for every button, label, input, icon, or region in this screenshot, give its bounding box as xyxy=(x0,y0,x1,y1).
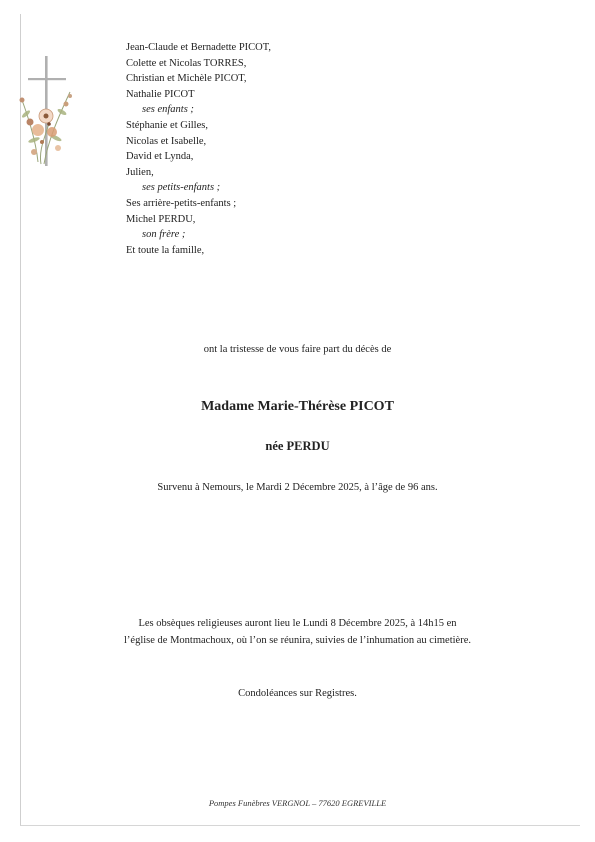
family-role-children: ses enfants ; xyxy=(142,104,194,116)
family-role-grandchildren: ses petits-enfants ; xyxy=(142,182,221,194)
deceased-name: Madame Marie-Thérèse PICOT xyxy=(201,399,394,414)
family-line-8: Julien, xyxy=(126,166,154,178)
announcement-text: ont la tristesse de vous faire part du décès de xyxy=(203,344,392,355)
funeral-home-footer: Pompes Funèbres VERGNOL – 77620 EGREVILLE xyxy=(208,798,387,808)
family-line-11: Michel PERDU, xyxy=(126,213,196,225)
funeral-line-2: l’église de Montmachoux, où l’on se réunira, suivies de l’inhumation au cimetière. xyxy=(124,635,471,646)
family-role-brother: son frère ; xyxy=(142,229,186,241)
cross-with-flowers-icon xyxy=(8,52,88,202)
funeral-line-1: Les obsèques religieuses auront lieu le Lundi 8 Décembre 2025, à 14h15 en xyxy=(138,618,457,629)
family-line-10: Ses arrière-petits-enfants ; xyxy=(126,197,237,209)
family-line-13: Et toute la famille, xyxy=(126,244,205,256)
family-line-5: Stéphanie et Gilles, xyxy=(126,119,208,131)
page-border xyxy=(20,14,580,826)
family-line-0: Jean-Claude et Bernadette PICOT, xyxy=(126,42,272,53)
death-details: Survenu à Nemours, le Mardi 2 Décembre 2025, à l’âge de 96 ans. xyxy=(157,482,438,493)
family-list xyxy=(126,40,271,258)
maiden-name: née PERDU xyxy=(265,439,330,453)
family-line-6: Nicolas et Isabelle, xyxy=(126,135,207,147)
family-line-7: David et Lynda, xyxy=(126,151,194,163)
funeral-details xyxy=(0,615,595,649)
family-line-3: Nathalie PICOT xyxy=(126,88,195,100)
condolences-text: Condoléances sur Registres. xyxy=(238,688,357,699)
family-line-1: Colette et Nicolas TORRES, xyxy=(126,57,247,69)
family-line-2: Christian et Michèle PICOT, xyxy=(126,73,247,85)
